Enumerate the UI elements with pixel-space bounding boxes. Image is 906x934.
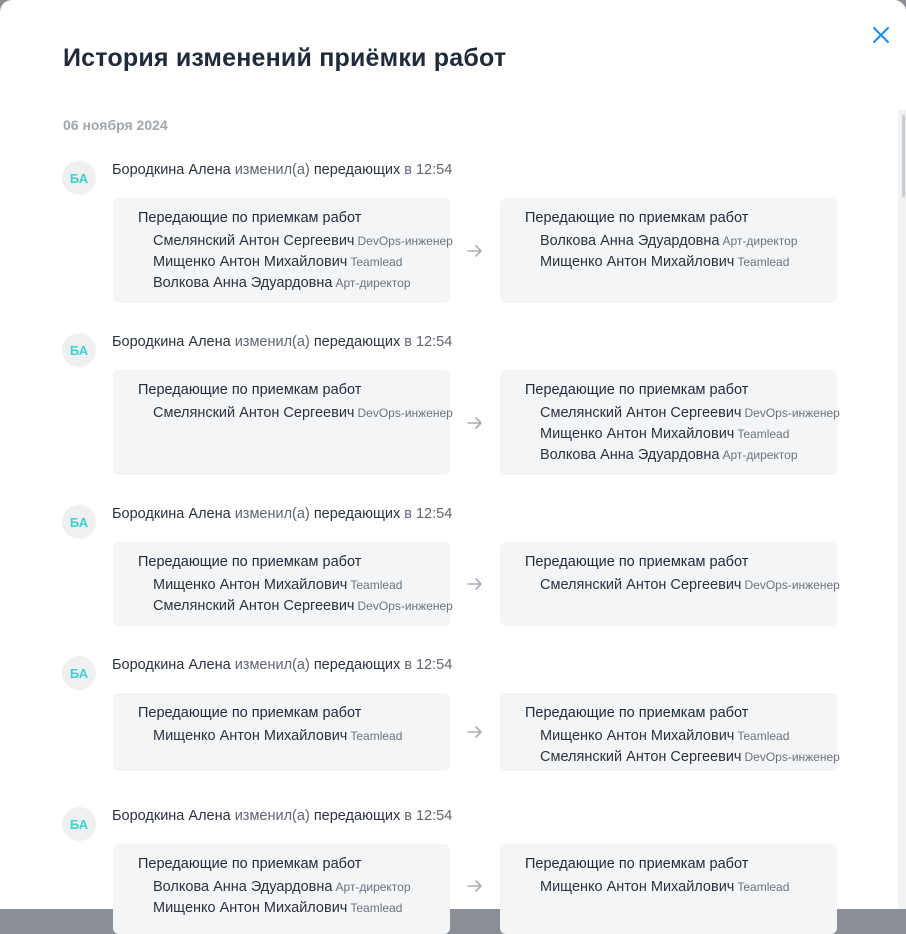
person-role: DevOps-инженер (744, 750, 840, 764)
person-role: Teamlead (350, 578, 403, 592)
action-text: изменил(а) (234, 506, 310, 522)
person-row (525, 877, 827, 898)
timestamp: 12:54 (415, 657, 453, 673)
avatar: БА (62, 505, 96, 539)
person-name: Мищенко Антон Михайлович (153, 728, 348, 744)
avatar: БА (62, 333, 96, 367)
person-row (525, 726, 827, 747)
person-row (525, 424, 827, 445)
arrow-right-icon (466, 416, 484, 430)
person-role: Teamlead (737, 255, 790, 269)
entry-header (112, 657, 452, 673)
before-card (113, 198, 453, 303)
card-title: Передающие по приемкам работ (138, 705, 362, 721)
arrow-right-icon (466, 577, 484, 591)
time-prefix: в (404, 506, 412, 522)
action-text: изменил(а) (234, 808, 310, 824)
person-name: Волкова Анна Эдуардовна (153, 275, 333, 291)
person-name: Смелянский Антон Сергеевич (153, 405, 355, 421)
person-row (525, 403, 840, 424)
after-card (500, 370, 840, 475)
timestamp: 12:54 (415, 808, 453, 824)
entry-header (112, 506, 452, 522)
person-role: Арт-директор (722, 234, 798, 248)
modal-title: История изменений приёмки работ (63, 44, 507, 72)
person-row (525, 575, 840, 596)
person-role: DevOps-инженер (744, 578, 840, 592)
person-role: DevOps-инженер (744, 406, 840, 420)
card-title: Передающие по приемкам работ (525, 856, 749, 872)
after-card (500, 542, 840, 626)
person-role: Teamlead (737, 427, 790, 441)
action-text: изменил(а) (234, 657, 310, 673)
person-role: Teamlead (737, 880, 790, 894)
user-name: Бородкина Алена (112, 334, 231, 350)
person-role: Teamlead (350, 255, 403, 269)
card-title: Передающие по приемкам работ (138, 210, 362, 226)
time-prefix: в (404, 808, 412, 824)
avatar: БА (62, 161, 96, 195)
person-row (138, 231, 453, 252)
action-text: изменил(а) (234, 334, 310, 350)
timestamp: 12:54 (415, 506, 453, 522)
person-role: DevOps-инженер (357, 406, 453, 420)
user-name: Бородкина Алена (112, 506, 231, 522)
person-name: Мищенко Антон Михайлович (153, 577, 348, 593)
after-card (500, 693, 840, 771)
person-name: Смелянский Антон Сергеевич (540, 749, 742, 765)
person-name: Мищенко Антон Михайлович (540, 879, 735, 895)
avatar: БА (62, 807, 96, 841)
before-card (113, 693, 450, 771)
person-row (138, 726, 440, 747)
card-title: Передающие по приемкам работ (525, 705, 749, 721)
changed-field: передающих (313, 657, 401, 673)
card-title: Передающие по приемкам работ (525, 382, 749, 398)
card-title: Передающие по приемкам работ (525, 210, 749, 226)
before-card (113, 542, 453, 626)
time-prefix: в (404, 162, 412, 178)
person-role: Арт-директор (335, 276, 411, 290)
card-title: Передающие по приемкам работ (525, 554, 749, 570)
entry-header (112, 808, 452, 824)
changed-field: передающих (313, 506, 401, 522)
person-row (525, 231, 827, 252)
before-card (113, 370, 453, 475)
date-group-label: 06 ноября 2024 (63, 117, 168, 133)
before-card (113, 844, 450, 934)
person-row (138, 252, 440, 273)
scrollbar-thumb[interactable] (902, 115, 905, 197)
user-name: Бородкина Алена (112, 162, 231, 178)
person-name: Мищенко Антон Михайлович (153, 254, 348, 270)
person-role: Teamlead (737, 729, 790, 743)
person-name: Волкова Анна Эдуардовна (153, 879, 333, 895)
person-row (525, 252, 827, 273)
person-name: Мищенко Антон Михайлович (153, 900, 348, 916)
entry-header (112, 162, 452, 178)
person-role: Арт-директор (335, 880, 411, 894)
user-name: Бородкина Алена (112, 657, 231, 673)
person-row (138, 575, 440, 596)
changed-field: передающих (313, 334, 401, 350)
changed-field: передающих (313, 162, 401, 178)
person-row (525, 445, 827, 466)
action-text: изменил(а) (234, 162, 310, 178)
card-title: Передающие по приемкам работ (138, 554, 362, 570)
person-role: Арт-директор (722, 448, 798, 462)
time-prefix: в (404, 334, 412, 350)
person-name: Волкова Анна Эдуардовна (540, 447, 720, 463)
person-row (138, 403, 453, 424)
person-row (138, 877, 440, 898)
person-name: Мищенко Антон Михайлович (540, 728, 735, 744)
changed-field: передающих (313, 808, 401, 824)
scrollbar-track[interactable] (898, 110, 906, 909)
time-prefix: в (404, 657, 412, 673)
person-name: Мищенко Антон Михайлович (540, 426, 735, 442)
user-name: Бородкина Алена (112, 808, 231, 824)
person-name: Мищенко Антон Михайлович (540, 254, 735, 270)
after-card (500, 844, 837, 934)
person-row (525, 747, 840, 768)
card-title: Передающие по приемкам работ (138, 382, 362, 398)
timestamp: 12:54 (415, 334, 453, 350)
person-row (138, 596, 453, 617)
person-name: Смелянский Антон Сергеевич (153, 233, 355, 249)
close-icon (871, 25, 891, 45)
person-row (138, 898, 440, 919)
person-name: Волкова Анна Эдуардовна (540, 233, 720, 249)
arrow-right-icon (466, 244, 484, 258)
person-name: Смелянский Антон Сергеевич (540, 577, 742, 593)
timestamp: 12:54 (415, 162, 453, 178)
avatar: БА (62, 656, 96, 690)
person-role: Teamlead (350, 729, 403, 743)
arrow-right-icon (466, 725, 484, 739)
person-name: Смелянский Антон Сергеевич (153, 598, 355, 614)
after-card (500, 198, 837, 303)
person-role: DevOps-инженер (357, 599, 453, 613)
entry-header (112, 334, 452, 350)
person-role: DevOps-инженер (357, 234, 453, 248)
person-role: Teamlead (350, 901, 403, 915)
arrow-right-icon (466, 879, 484, 893)
close-button[interactable] (868, 22, 894, 48)
card-title: Передающие по приемкам работ (138, 856, 362, 872)
person-name: Смелянский Антон Сергеевич (540, 405, 742, 421)
person-row (138, 273, 440, 294)
